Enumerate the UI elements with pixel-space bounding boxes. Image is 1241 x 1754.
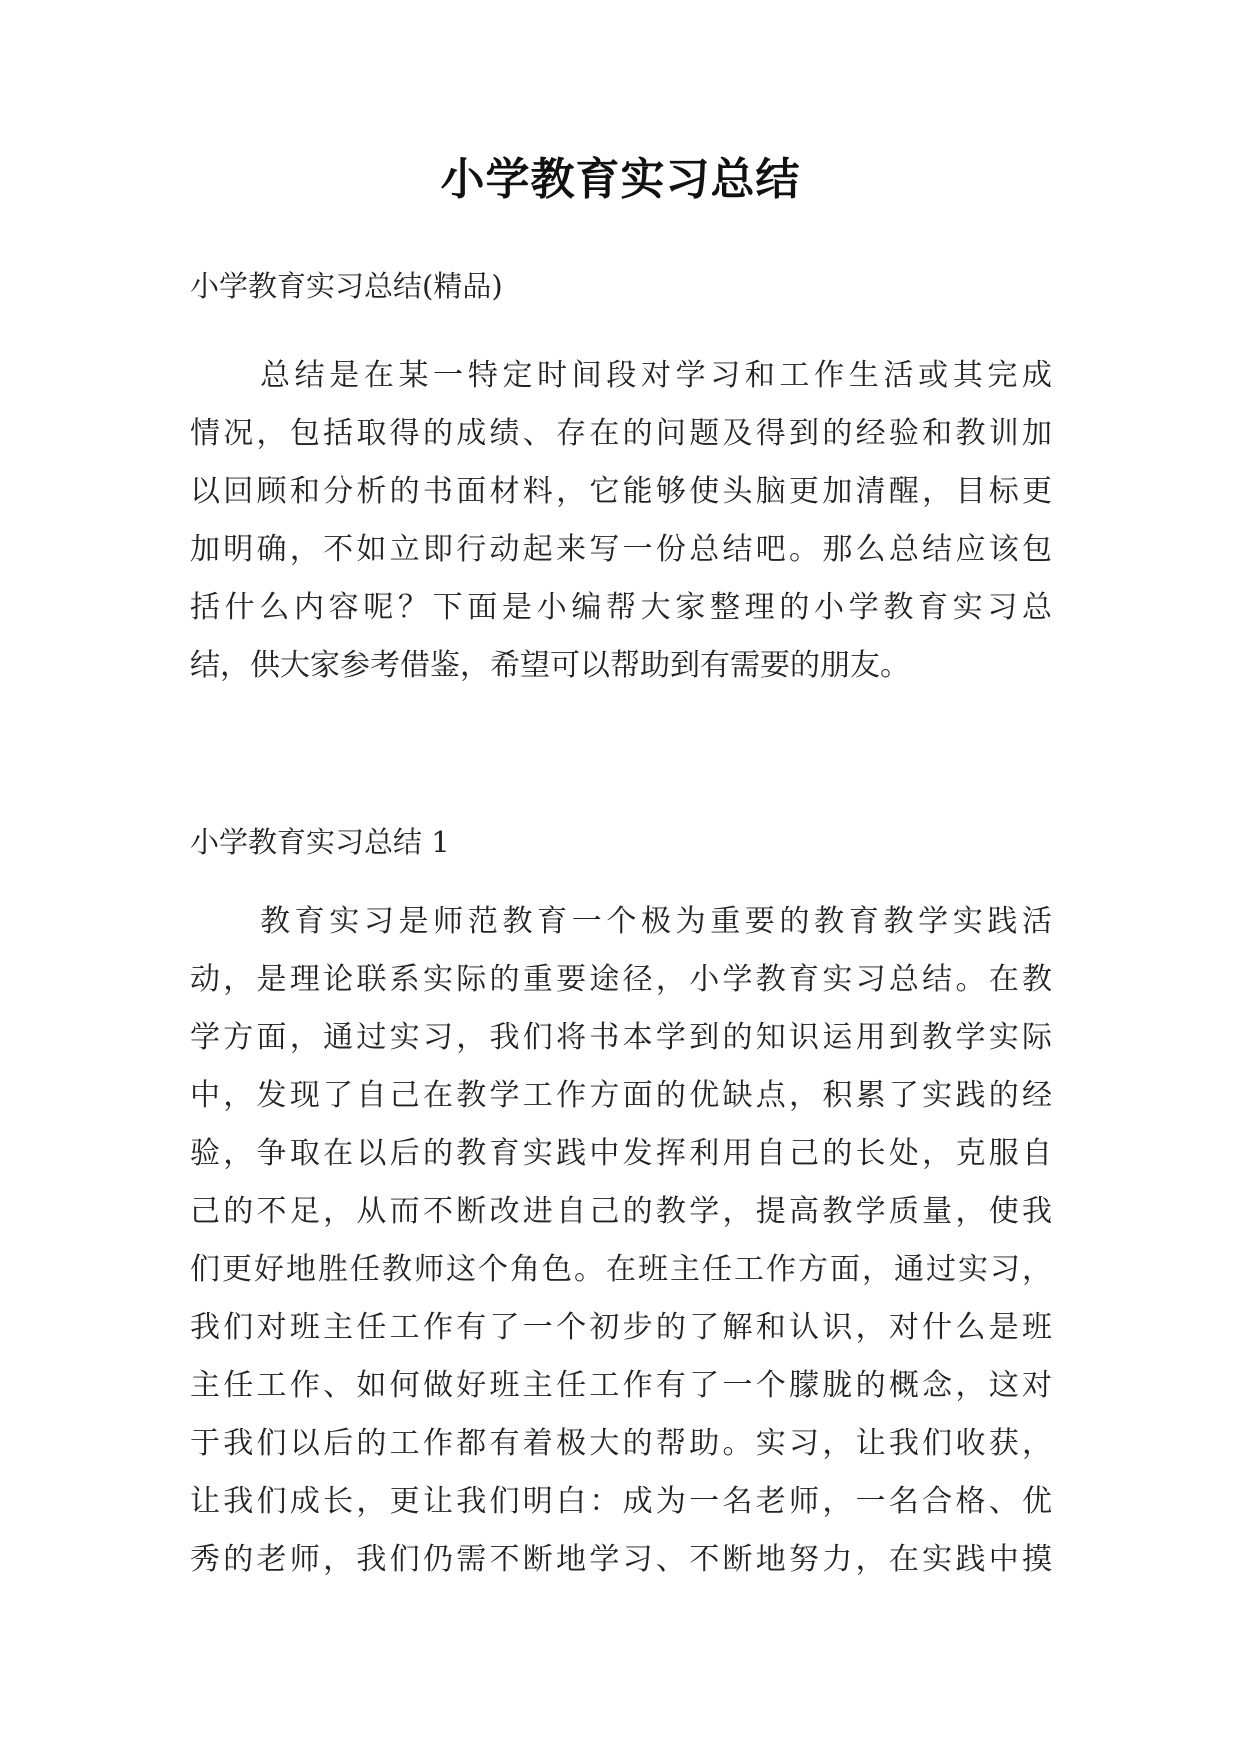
paragraph-line: 验，争取在以后的教育实践中发挥利用自己的长处，克服自 bbox=[190, 1136, 1052, 1171]
section1-heading bbox=[190, 822, 1052, 862]
paragraph-line: 中，发现了自己在教学工作方面的优缺点，积累了实践的经 bbox=[190, 1078, 1052, 1113]
intro-heading-text: 小学教育实习总结(精品) bbox=[190, 269, 503, 303]
section1-heading-text: 小学教育实习总结 1 bbox=[190, 825, 450, 859]
paragraph-line: 括什么内容呢？下面是小编帮大家整理的小学教育实习总 bbox=[190, 590, 1052, 625]
paragraph-line: 总结是在某一特定时间段对学习和工作生活或其完成 bbox=[260, 358, 1052, 393]
paragraph-line: 教育实习是师范教育一个极为重要的教育教学实践活 bbox=[260, 904, 1052, 939]
paragraph-line: 加明确，不如立即行动起来写一份总结吧。那么总结应该包 bbox=[190, 532, 1052, 567]
paragraph-line: 动，是理论联系实际的重要途径，小学教育实习总结。在教 bbox=[190, 962, 1052, 997]
paragraph-line: 情况，包括取得的成绩、存在的问题及得到的经验和教训加 bbox=[190, 416, 1052, 451]
intro-paragraph bbox=[190, 356, 1052, 704]
document-title: 小学教育实习总结 bbox=[440, 154, 801, 205]
paragraph-line: 于我们以后的工作都有着极大的帮助。实习，让我们收获， bbox=[190, 1426, 1052, 1461]
paragraph-line: 以回顾和分析的书面材料，它能够使头脑更加清醒，目标更 bbox=[190, 474, 1052, 509]
paragraph-line: 让我们成长，更让我们明白：成为一名老师，一名合格、优 bbox=[190, 1484, 1052, 1519]
paragraph-line: 己的不足，从而不断改进自己的教学，提高教学质量，使我 bbox=[190, 1194, 1052, 1229]
paragraph-line: 秀的老师，我们仍需不断地学习、不断地努力，在实践中摸 bbox=[190, 1542, 1052, 1577]
paragraph-line: 们更好地胜任教师这个角色。在班主任工作方面，通过实习， bbox=[190, 1252, 1052, 1287]
paragraph-line: 主任工作、如何做好班主任工作有了一个朦胧的概念，这对 bbox=[190, 1368, 1052, 1403]
section1-paragraph bbox=[190, 902, 1052, 1598]
paragraph-line: 学方面，通过实习，我们将书本学到的知识运用到教学实际 bbox=[190, 1020, 1052, 1055]
paragraph-line: 结，供大家参考借鉴，希望可以帮助到有需要的朋友。 bbox=[190, 648, 910, 683]
intro-section-heading bbox=[190, 266, 1052, 306]
paragraph-line: 我们对班主任工作有了一个初步的了解和认识，对什么是班 bbox=[190, 1310, 1052, 1345]
